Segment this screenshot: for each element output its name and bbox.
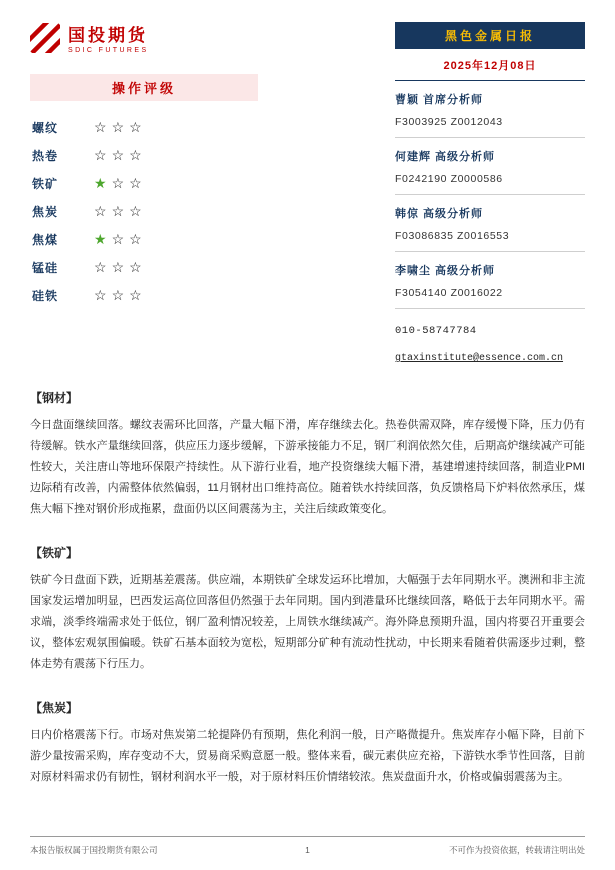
- section-body: 铁矿今日盘面下跌，近期基差震荡。供应端，本期铁矿全球发运环比增加，大幅强于去年同期水平。澳洲和非主流国家发运增加明显，巴西发运高位回落但仍然强于去年同期。国内到港量环比继续回落，略低于去年同期水平。需求端，淡季终端需求处于低位，钢厂盈利情况较差，上周铁水继续减产。海外降息预期升温，国内将要召开重要会议，整体宏观氛围偏暖。铁矿石基本面较为宽松，短期部分矿种有流动性扰动，中长期来看随着供需逐步过剩，整体走势有震荡下行压力。: [30, 574, 585, 670]
- rating-row: [30, 113, 258, 141]
- rating-commodity-name: 铁矿: [32, 176, 59, 191]
- star-hollow-icon: ☆: [129, 203, 147, 219]
- rating-row: [30, 253, 258, 281]
- analyst-entry: [395, 138, 585, 195]
- star-hollow-icon: ☆: [94, 259, 112, 275]
- rating-stars: [94, 148, 147, 162]
- rating-commodity-name: 硅铁: [32, 288, 59, 303]
- analyst-entry: [395, 252, 585, 309]
- rating-stars: [94, 176, 147, 190]
- star-hollow-icon: ☆: [129, 119, 147, 135]
- rating-row: [30, 225, 258, 253]
- contact-phone: 010-58747784: [395, 325, 477, 337]
- footer-page-number: 1: [305, 845, 310, 855]
- star-filled-icon: ★: [94, 231, 112, 247]
- logo-text: [68, 26, 149, 54]
- rating-commodity-name: 焦炭: [32, 204, 59, 219]
- rating-stars: [94, 288, 147, 302]
- footer-copyright: 本报告版权属于国投期货有限公司: [30, 845, 158, 855]
- right-column: [395, 22, 585, 365]
- analyst-name: 韩倞 高级分析师: [395, 208, 484, 220]
- footer-disclaimer: 不可作为投资依据，转载请注明出处: [448, 845, 585, 855]
- contact-email: [395, 347, 585, 365]
- section-body: 日内价格震荡下行。市场对焦炭第二轮提降仍有预期，焦化利润一般，日产略微提升。焦炭库存小幅下降，目前下游少量按需采购，库存变动不大，贸易商采购意愿一般。整体来看，碳元素供应充裕，下游铁水季节性回落，目前对原材料需求仍有韧性，钢材利润水平一般，对于原材料压价情绪较浓。焦炭盘面升水，价格或偏弱震荡为主。: [30, 729, 585, 783]
- rating-stars: [94, 204, 147, 218]
- star-hollow-icon: ☆: [94, 119, 112, 135]
- star-hollow-icon: ☆: [94, 147, 112, 163]
- star-hollow-icon: ☆: [111, 147, 130, 163]
- star-hollow-icon: ☆: [129, 231, 147, 247]
- contact-email-link[interactable]: gtaxinstitute@essence.com.cn: [395, 353, 564, 364]
- star-hollow-icon: ☆: [129, 259, 147, 275]
- section-steel: [30, 389, 585, 520]
- analyst-name: 李啸尘 高级分析师: [395, 265, 496, 277]
- star-hollow-icon: ☆: [111, 203, 130, 219]
- section-coke: [30, 699, 585, 788]
- analyst-ids: F3054140 Z0016022: [395, 287, 503, 299]
- section-iron-ore: [30, 544, 585, 675]
- star-hollow-icon: ☆: [129, 175, 147, 191]
- star-hollow-icon: ☆: [111, 119, 130, 135]
- ratings-rows: [30, 101, 258, 309]
- left-column: [30, 22, 258, 309]
- header-area: [30, 22, 585, 365]
- section-title: 【焦炭】: [30, 701, 79, 715]
- logo-company-name-en: SDIC FUTURES: [68, 46, 149, 54]
- rating-row: [30, 141, 258, 169]
- logo-company-name: 国投期货: [68, 26, 148, 46]
- star-filled-icon: ★: [94, 175, 112, 191]
- rating-stars: [94, 232, 147, 246]
- ratings-panel: [30, 74, 258, 309]
- star-hollow-icon: ☆: [111, 231, 130, 247]
- star-hollow-icon: ☆: [129, 147, 147, 163]
- section-body: 今日盘面继续回落。螺纹表需环比回落，产量大幅下滑，库存继续去化。热卷供需双降，库存缓慢下降，压力仍有待缓解。铁水产量继续回落，供应压力逐步缓解，下游承接能力不足，钢厂利润依然欠佳，后期高炉继续减产可能性较大，关注唐山等地环保限产持续性。从下游行业看，地产投资继续大幅下滑，基建增速持续回落，制造业PMI边际稍有改善，内需整体依然偏弱，11月钢材出口维持高位。随着铁水持续回落，负反馈格局下炉料依然承压，煤焦大幅下挫对钢价形成拖累，盘面仍以区间震荡为主，关注后续政策变化。: [30, 419, 585, 515]
- star-hollow-icon: ☆: [111, 287, 130, 303]
- analyst-entry: [395, 195, 585, 252]
- analyst-name: 何建辉 高级分析师: [395, 151, 496, 163]
- report-body: [30, 389, 585, 788]
- analyst-ids: F3003925 Z0012043: [395, 116, 503, 128]
- section-title: 【铁矿】: [30, 546, 79, 560]
- report-title-banner: 黑色金属日报: [395, 22, 585, 49]
- rating-commodity-name: 热卷: [32, 148, 59, 163]
- analyst-ids: F0242190 Z0000586: [395, 173, 503, 185]
- report-date: 2025年12月08日: [395, 49, 585, 81]
- star-hollow-icon: ☆: [111, 175, 130, 191]
- analysts-list: [395, 81, 585, 309]
- rating-stars: [94, 260, 147, 274]
- rating-row: [30, 197, 258, 225]
- rating-commodity-name: 螺纹: [32, 120, 59, 135]
- star-hollow-icon: ☆: [94, 203, 112, 219]
- company-logo: [30, 22, 258, 58]
- section-title: 【钢材】: [30, 391, 79, 405]
- rating-row: [30, 169, 258, 197]
- rating-row: [30, 281, 258, 309]
- star-hollow-icon: ☆: [111, 259, 130, 275]
- star-hollow-icon: ☆: [94, 287, 112, 303]
- star-hollow-icon: ☆: [129, 287, 147, 303]
- rating-commodity-name: 锰硅: [32, 260, 59, 275]
- rating-commodity-name: 焦煤: [32, 232, 59, 247]
- analyst-entry: [395, 81, 585, 138]
- rating-stars: [94, 120, 147, 134]
- page-footer: [30, 836, 585, 856]
- contact-block: [395, 309, 585, 365]
- ratings-title: 操作评级: [30, 74, 258, 101]
- logo-mark-icon: [30, 23, 60, 58]
- analyst-ids: F03086835 Z0016553: [395, 230, 510, 242]
- analyst-name: 曹颖 首席分析师: [395, 94, 484, 106]
